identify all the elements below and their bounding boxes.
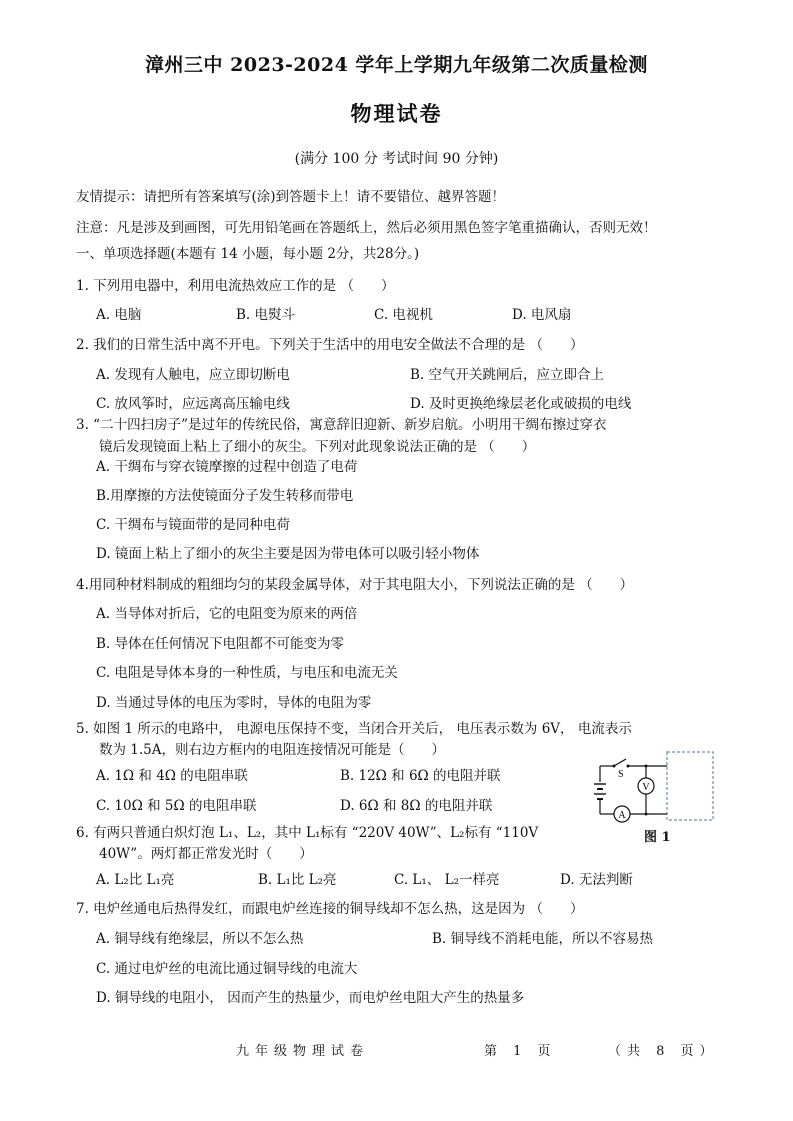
q2-option-b: B. 空气开关跳闸后，应立即合上 xyxy=(410,367,605,383)
q4-stem: 4.用同种材料制成的粗细均匀的某段金属导体，对于其电阻大小，下列说法正确的是 （ ） xyxy=(76,577,634,593)
q7-option-a: A. 铜导线有绝缘层，所以不怎么热 xyxy=(96,931,304,947)
footer-subject: 九年级物理试卷 xyxy=(236,1044,370,1059)
q5-option-d: D. 6Ω 和 8Ω 的电阻并联 xyxy=(340,798,493,814)
exam-title: 漳州三中 2023-2024 学年上学期九年级第二次质量检测 xyxy=(145,54,648,76)
q5-stem-line1: 5. 如图 1 所示的电路中， 电源电压保持不变，当闭合开关后， 电压表示数为 6V， 电流表示 xyxy=(76,721,632,737)
q6-option-b: B. L₁比 L₂亮 xyxy=(258,872,337,888)
q6-stem-line2: 40W”。两灯都正常发光时（ ） xyxy=(99,846,313,862)
switch-lever xyxy=(614,759,626,766)
q3-option-d: D. 镜面上粘上了细小的灰尘主要是因为带电体可以吸引轻小物体 xyxy=(96,546,480,562)
q4-option-b: B. 导体在任何情况下电阻都不可能变为零 xyxy=(96,636,345,652)
q3-option-a: A. 干绸布与穿衣镜摩擦的过程中创造了电荷 xyxy=(96,459,358,475)
q2-option-c: C. 放风筝时，应远离高压输电线 xyxy=(96,396,290,412)
subject-title: 物理试卷 xyxy=(350,101,443,126)
section-heading: 一、单项选择题(本题有 14 小题，每小题 2分，共28分。) xyxy=(76,246,420,262)
q6-option-d: D. 无法判断 xyxy=(560,872,633,888)
q6-option-a: A. L₂比 L₁亮 xyxy=(96,872,175,888)
q6-option-c: C. L₁、 L₂一样亮 xyxy=(394,872,500,888)
q5-option-b: B. 12Ω 和 6Ω 的电阻并联 xyxy=(340,768,501,784)
figure-1-label: 图 1 xyxy=(644,830,671,845)
q1-option-b: B. 电熨斗 xyxy=(236,307,296,323)
q1-option-c: C. 电视机 xyxy=(374,307,433,323)
q2-option-a: A. 发现有人触电，应立即切断电 xyxy=(96,367,290,383)
q6-stem-line1: 6. 有两只普通白炽灯泡 L₁、L₂，其中 L₁标有 “220V 40W”、L₂标有 “110V xyxy=(76,825,539,841)
q5-option-a: A. 1Ω 和 4Ω 的电阻串联 xyxy=(96,768,248,784)
exam-info: (满分 100 分 考试时间 90 分钟) xyxy=(294,151,499,167)
q3-stem-line1: 3. “二十四扫房子”是过年的传统民俗，寓意辞旧迎新、新岁启航。小明用干绸布擦过穿衣 xyxy=(76,417,607,433)
resistor-box xyxy=(667,752,713,820)
ammeter-label: A xyxy=(618,810,626,821)
q7-stem: 7. 电炉丝通电后热得发红，而跟电炉丝连接的铜导线却不怎么热，这是因为 （ ） xyxy=(76,901,584,917)
friendly-tip: 友情提示：请把所有答案填写(涂)到答题卡上！请不要错位、越界答题！ xyxy=(76,189,506,205)
q1-stem: 1. 下列用电器中，利用电流热效应工作的是 （ ） xyxy=(76,278,395,294)
q4-option-d: D. 当通过导体的电压为零时，导体的电阻为零 xyxy=(96,695,372,711)
q5-option-c: C. 10Ω 和 5Ω 的电阻串联 xyxy=(96,798,257,814)
q7-option-b: B. 铜导线不消耗电能，所以不容易热 xyxy=(432,931,654,947)
q2-stem: 2. 我们的日常生活中离不开电。下列关于生活中的用电安全做法不合理的是 （ ） xyxy=(76,337,584,353)
q7-option-d: D. 铜导线的电阻小， 因而产生的热量少，而电炉丝电阻大产生的热量多 xyxy=(96,990,525,1006)
q3-option-b: B.用摩擦的方法使镜面分子发生转移而带电 xyxy=(96,488,354,504)
circuit-diagram xyxy=(592,748,720,828)
q7-option-c: C. 通过电炉丝的电流比通过铜导线的电流大 xyxy=(96,961,358,977)
q3-stem-line2: 镜后发现镜面上粘上了细小的灰尘。下列对此现象说法正确的是 （ ） xyxy=(99,439,536,455)
q3-option-c: C. 干绸布与镜面带的是同种电荷 xyxy=(96,517,290,533)
q4-option-c: C. 电阻是导体本身的一种性质，与电压和电流无关 xyxy=(96,665,398,681)
q2-option-d: D. 及时更换绝缘层老化或破损的电线 xyxy=(410,396,632,412)
q5-stem-line2: 数为 1.5A，则右边方框内的电阻连接情况可能是（ ） xyxy=(99,742,446,758)
q4-option-a: A. 当导体对折后，它的电阻变为原来的两倍 xyxy=(96,606,358,622)
attention-note: 注意：凡是涉及到画图，可先用铅笔画在答题纸上，然后必须用黑色签字笔重描确认，否则无效！ xyxy=(76,220,657,236)
q1-option-a: A. 电脑 xyxy=(96,307,142,323)
footer-total-pages: （共 8 页） xyxy=(608,1044,719,1059)
footer-page-number: 第 1 页 xyxy=(484,1044,557,1059)
voltmeter-label: V xyxy=(642,782,650,793)
q1-option-d: D. 电风扇 xyxy=(512,307,572,323)
switch-label: S xyxy=(618,769,624,780)
